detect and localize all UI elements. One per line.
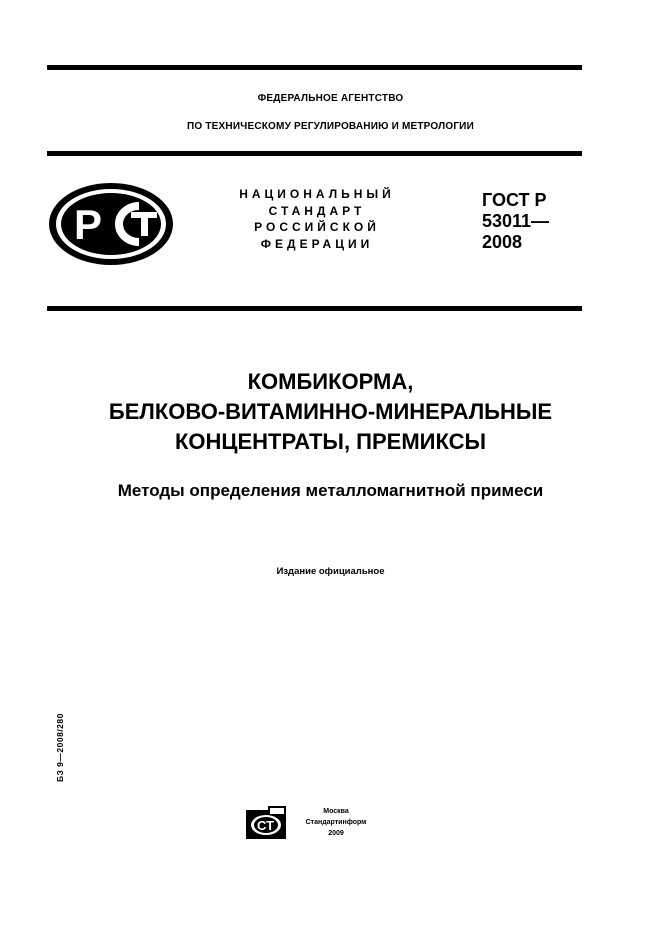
document-subtitle: Методы определения металломагнитной примеси bbox=[117, 481, 544, 500]
standartinform-logo-icon bbox=[246, 806, 288, 845]
standard-year: 2008 bbox=[482, 232, 523, 252]
document-title bbox=[0, 367, 661, 457]
publisher-city: Москва bbox=[323, 808, 349, 815]
title-rule bbox=[47, 306, 582, 311]
standard-type-line-3: РОССИЙСКОЙ bbox=[254, 220, 380, 234]
top-rule bbox=[47, 65, 582, 70]
publisher bbox=[296, 806, 376, 839]
standard-id bbox=[482, 190, 549, 253]
svg-text:СТ: СТ bbox=[257, 818, 275, 833]
standard-number: 53011— bbox=[482, 211, 550, 231]
publisher-name: Стандартинформ bbox=[305, 819, 367, 826]
title-line-2: БЕЛКОВО-ВИТАМИННО-МИНЕРАЛЬНЫЕ bbox=[108, 399, 553, 424]
standard-type-line-2: СТАНДАРТ bbox=[268, 203, 366, 218]
agency-line-2: ПО ТЕХНИЧЕСКОМУ РЕГУЛИРОВАНИЮ И МЕТРОЛОГИИ bbox=[187, 121, 474, 132]
svg-text:P: P bbox=[74, 201, 103, 248]
standard-type-line-4: ФЕДЕРАЦИИ bbox=[260, 236, 374, 251]
rst-logo-icon bbox=[47, 181, 175, 272]
agency-line-1: ФЕДЕРАЛЬНОЕ АГЕНТСТВО bbox=[257, 93, 404, 104]
title-line-3: КОНЦЕНТРАТЫ, ПРЕМИКСЫ bbox=[174, 429, 487, 454]
standard-type-line-1: НАЦИОНАЛЬНЫЙ bbox=[239, 187, 395, 201]
edition-label: Издание официальное bbox=[276, 566, 385, 577]
title-line-1: КОМБИКОРМА, bbox=[247, 369, 414, 394]
side-code: БЗ 9—2008/280 bbox=[55, 713, 65, 782]
standard-prefix: ГОСТ Р bbox=[482, 190, 547, 210]
header-rule bbox=[47, 151, 582, 156]
standard-type bbox=[222, 186, 412, 252]
publisher-year: 2009 bbox=[328, 830, 344, 837]
